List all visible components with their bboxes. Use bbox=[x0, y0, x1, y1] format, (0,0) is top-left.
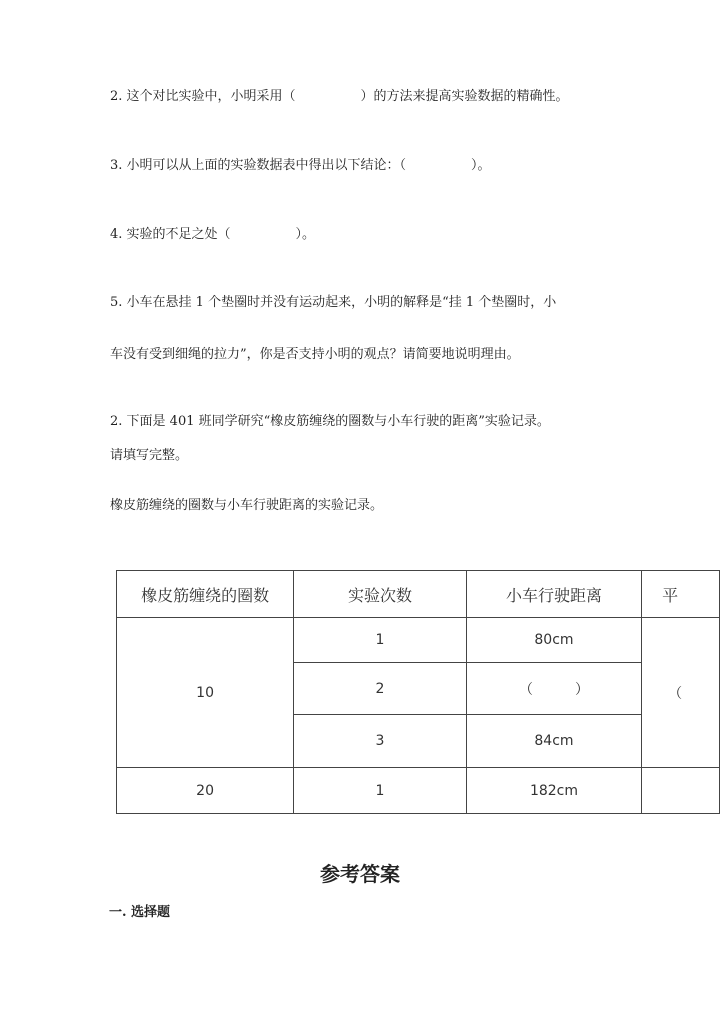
question-2: 2. 这个对比实验中，小明采用（ ）的方法来提高实验数据的精确性。 bbox=[110, 89, 569, 104]
table-viewport bbox=[0, 560, 720, 830]
experiment-record-table bbox=[116, 570, 720, 814]
header-trials: 实验次数 bbox=[294, 571, 467, 618]
trial-cell: 3 bbox=[294, 715, 467, 768]
trial-cell: 2 bbox=[294, 663, 467, 715]
average-cell bbox=[642, 768, 720, 814]
question-5-line-1: 5. 小车在悬挂 1 个垫圈时并没有运动起来，小明的解释是“挂 1 个垫圈时，小 bbox=[110, 295, 557, 310]
distance-cell: 182cm bbox=[466, 768, 641, 814]
table-caption: 橡皮筋缠绕的圈数与小车行驶距离的实验记录。 bbox=[110, 498, 384, 513]
question-5-line-2: 车没有受到细绳的拉力”，你是否支持小明的观点？请简要地说明理由。 bbox=[110, 347, 520, 362]
trial-cell: 1 bbox=[294, 768, 467, 814]
header-average: 平 bbox=[642, 571, 720, 618]
turns-cell: 10 bbox=[117, 618, 294, 768]
problem-2-instruction: 请填写完整。 bbox=[110, 448, 189, 463]
distance-cell: 80cm bbox=[466, 618, 641, 663]
section-title: 一. 选择题 bbox=[109, 905, 171, 920]
answers-heading: 参考答案 bbox=[320, 862, 400, 886]
table-row bbox=[117, 618, 720, 663]
trial-cell: 1 bbox=[294, 618, 467, 663]
table-row bbox=[117, 768, 720, 814]
header-distance: 小车行驶距离 bbox=[466, 571, 641, 618]
header-turns: 橡皮筋缠绕的圈数 bbox=[117, 571, 294, 618]
question-3: 3. 小明可以从上面的实验数据表中得出以下结论：（ ）。 bbox=[110, 158, 491, 173]
distance-cell: 84cm bbox=[466, 715, 641, 768]
question-4: 4. 实验的不足之处（ ）。 bbox=[110, 227, 316, 242]
average-cell: （ bbox=[642, 618, 720, 768]
table-header-row bbox=[117, 571, 720, 618]
turns-cell: 20 bbox=[117, 768, 294, 814]
distance-blank-cell: （ ） bbox=[466, 663, 641, 715]
problem-2-intro: 2. 下面是 401 班同学研究“橡皮筋缠绕的圈数与小车行驶的距离”实验记录。 bbox=[110, 414, 550, 429]
